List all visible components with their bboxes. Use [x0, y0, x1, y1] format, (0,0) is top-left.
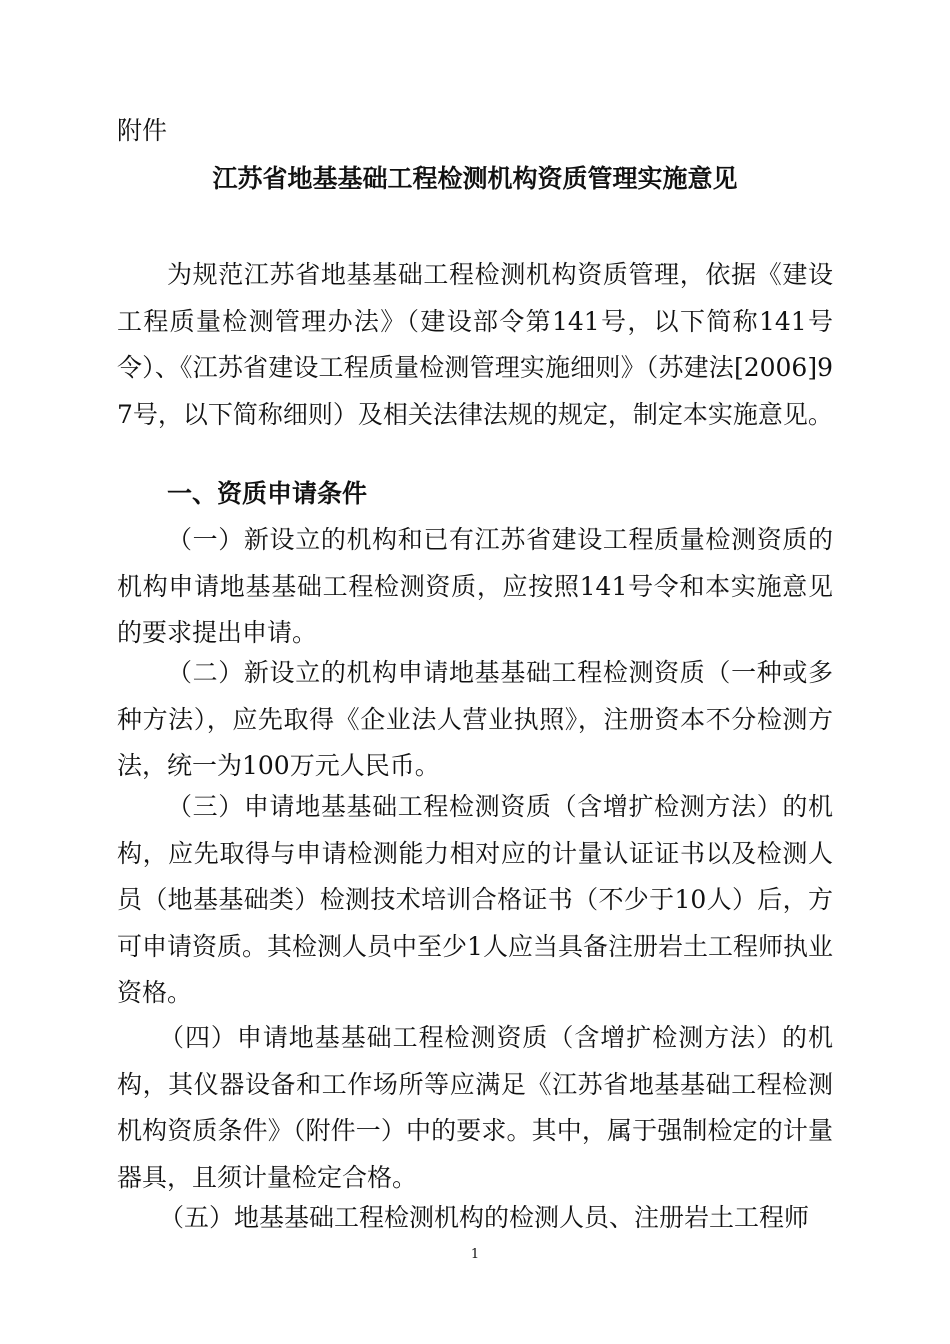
item-paragraph-1: （一）新设立的机构和已有江苏省建设工程质量检测资质的机构申请地基基础工程检测资质，应按照141号令和本实施意见的要求提出申请。	[117, 525, 833, 648]
item-paragraph-2: （二）新设立的机构申请地基基础工程检测资质（一种或多种方法），应先取得《企业法人营业执照》，注册资本不分检测方法，统一为100万元人民币。	[117, 658, 833, 781]
section-heading: 一、资质申请条件	[167, 479, 368, 508]
page-number: 1	[470, 1247, 480, 1262]
document-title: 江苏省地基基础工程检测机构资质管理实施意见	[212, 164, 738, 193]
attachment-label: 附件	[117, 116, 168, 145]
item-paragraph-5: （五）地基基础工程检测机构的检测人员、注册岩土工程师	[159, 1203, 810, 1232]
item-paragraph-4: （四）申请地基基础工程检测资质（含增扩检测方法）的机构，其仪器设备和工作场所等应满足《江苏省地基基础工程检测机构资质条件》（附件一）中的要求。其中，属于强制检定的计量器具，且须计量检定合格。	[117, 1023, 833, 1192]
item-paragraph-3: （三）申请地基基础工程检测资质（含增扩检测方法）的机构，应先取得与申请检测能力相对应的计量认证证书以及检测人员（地基基础类）检测技术培训合格证书（不少于10人）后，方可申请资质。其检测人员中至少1人应当具备注册岩土工程师执业资格。	[117, 792, 833, 1008]
intro-paragraph: 为规范江苏省地基基础工程检测机构资质管理，依据《建设工程质量检测管理办法》（建设部令第141号，以下简称141号令）、《江苏省建设工程质量检测管理实施细则》（苏建法[2006]97号，以下简称细则）及相关法律法规的规定，制定本实施意见。	[117, 260, 833, 429]
